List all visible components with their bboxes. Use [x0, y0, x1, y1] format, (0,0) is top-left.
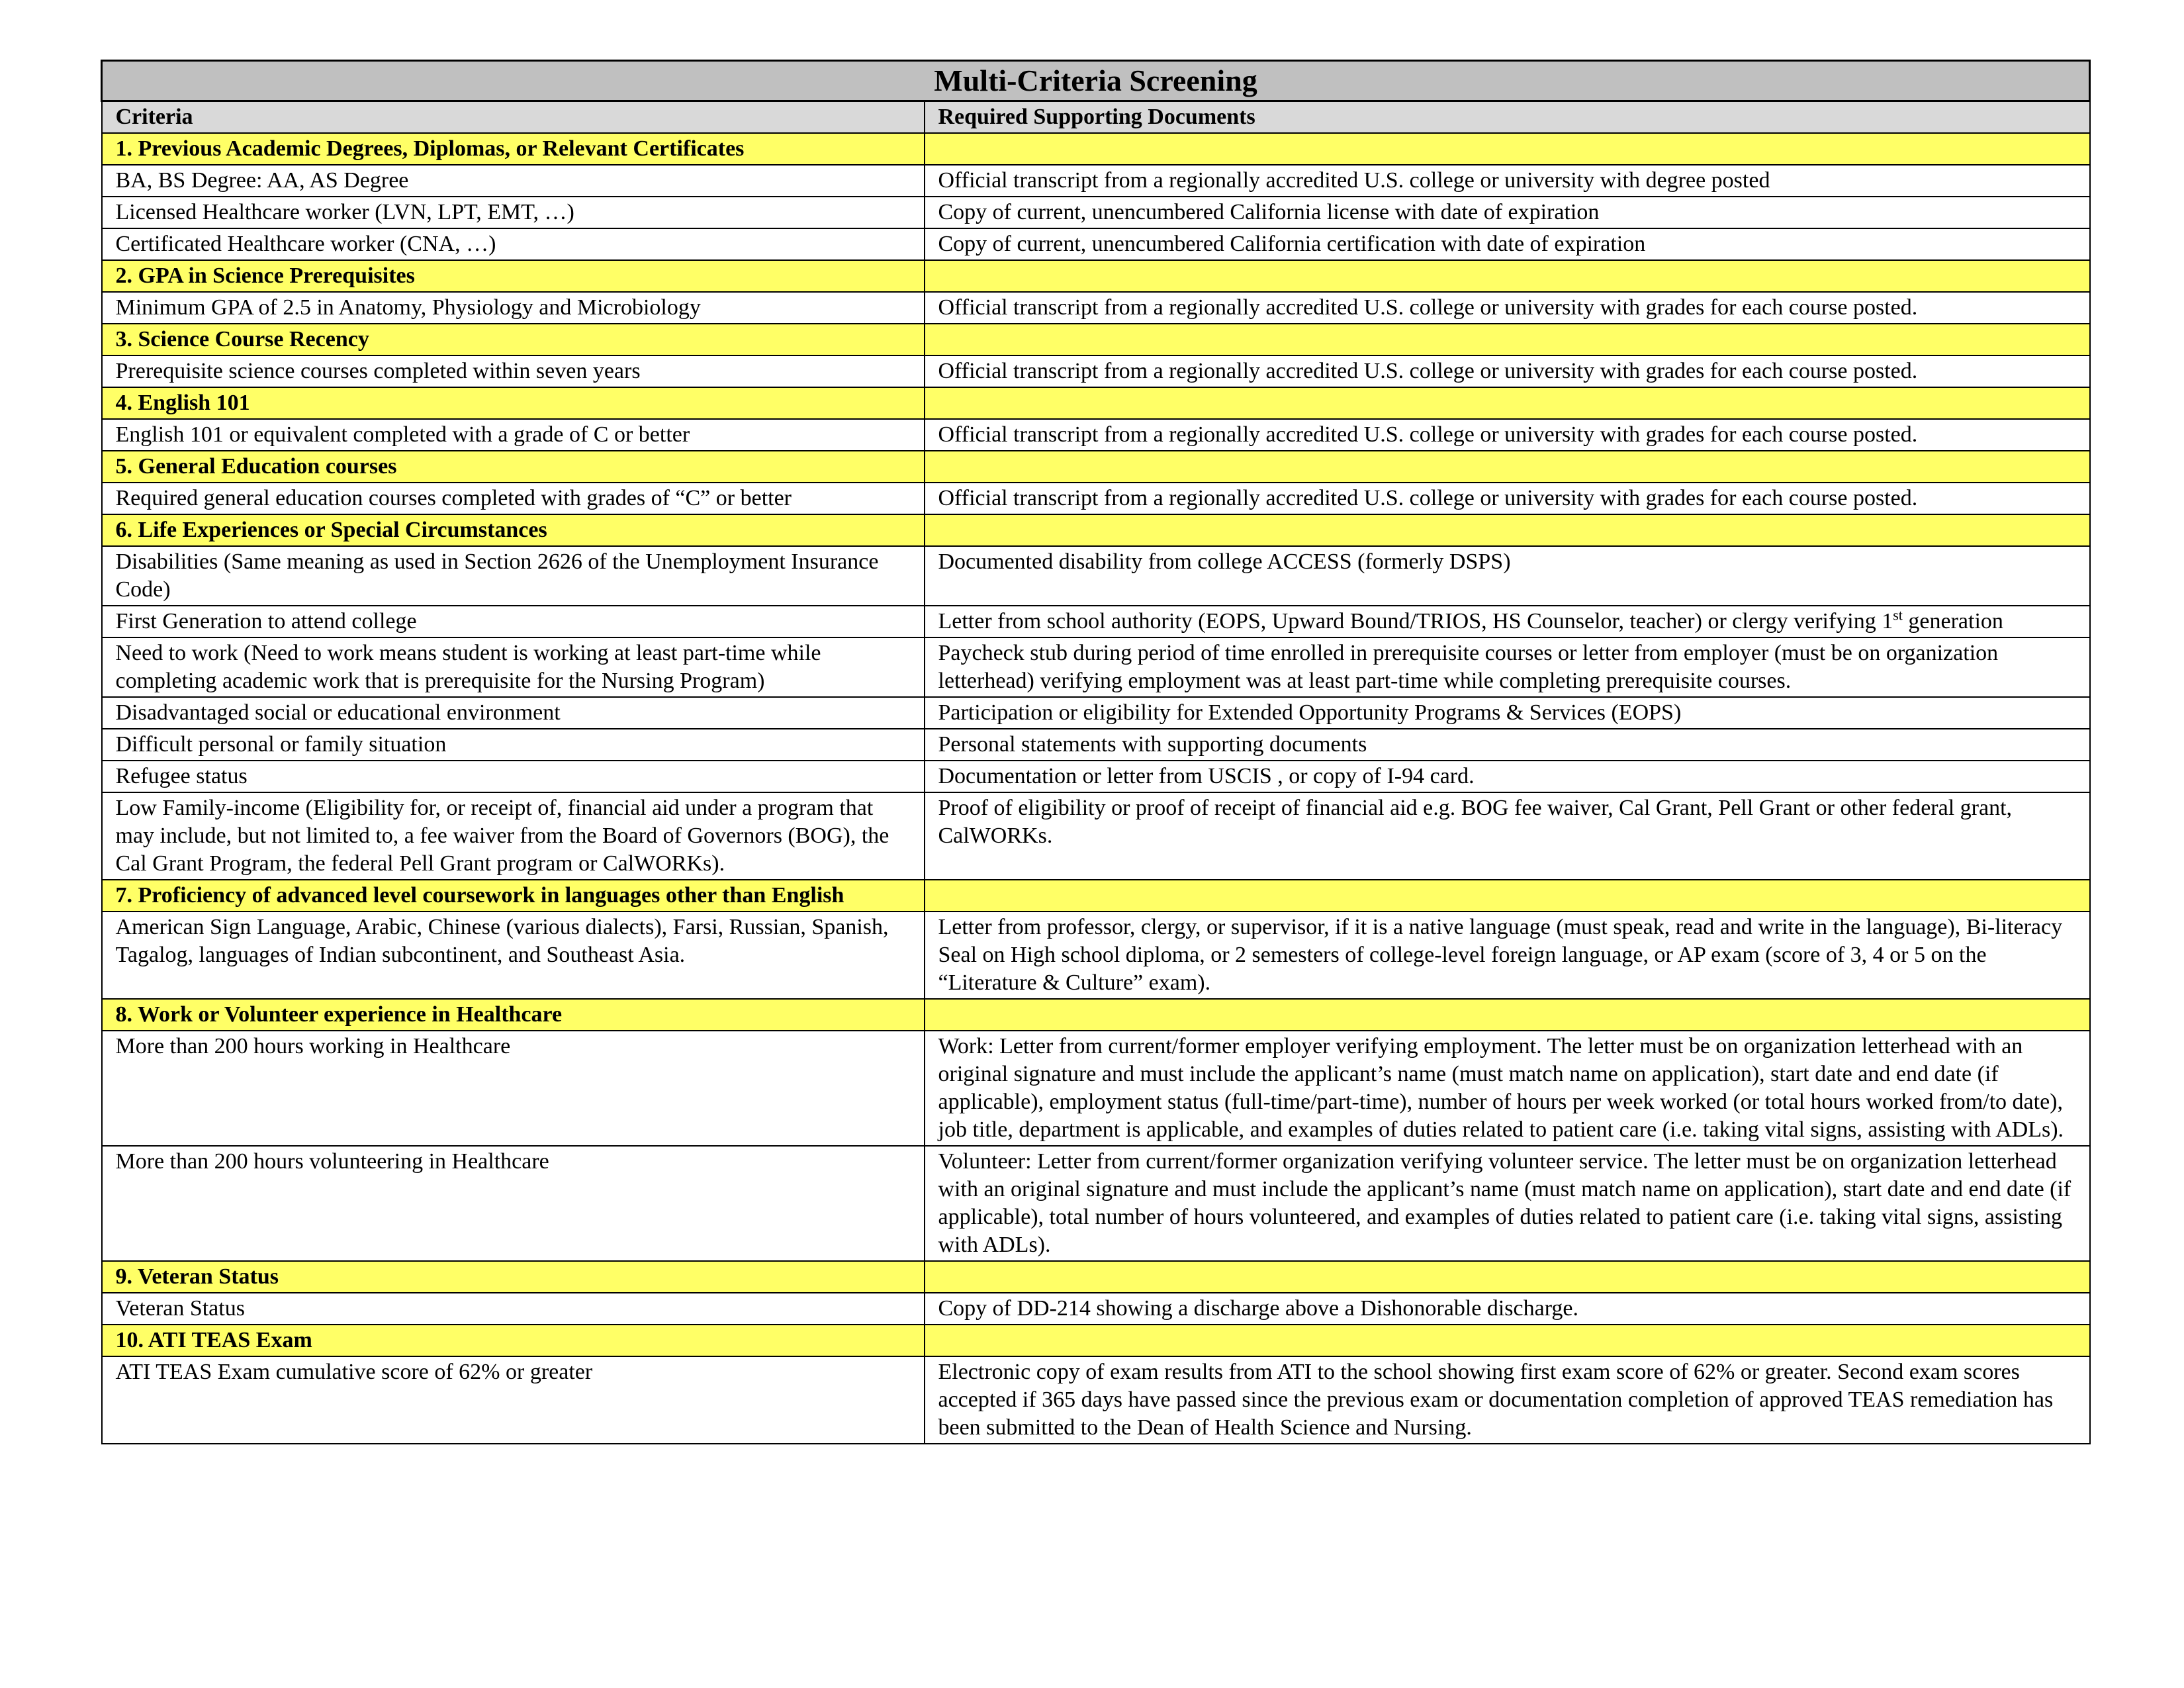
- criteria-cell: Required general education courses completed with grades of “C” or better: [102, 483, 925, 514]
- documents-text: Letter from school authority (EOPS, Upward Bound/TRIOS, HS Counselor, teacher) or clergy verifying 1: [938, 609, 1893, 633]
- column-header-criteria: Criteria: [102, 101, 925, 134]
- table-row: [102, 606, 2090, 637]
- criteria-cell: BA, BS Degree: AA, AS Degree: [102, 165, 925, 197]
- criteria-cell: English 101 or equivalent completed with a grade of C or better: [102, 419, 925, 451]
- section-documents-cell: [925, 1325, 2090, 1356]
- section-row: [102, 324, 2090, 355]
- section-row: [102, 387, 2090, 419]
- criteria-cell: First Generation to attend college: [102, 606, 925, 637]
- criteria-cell: Need to work (Need to work means student is working at least part-time while completing academic work that is prerequisite for the Nursing Program): [102, 637, 925, 697]
- documents-cell: Copy of DD-214 showing a discharge above a Dishonorable discharge.: [925, 1293, 2090, 1325]
- documents-cell: Official transcript from a regionally accredited U.S. college or university with grades for each course posted.: [925, 292, 2090, 324]
- documents-cell: Work: Letter from current/former employer verifying employment. The letter must be on organization letterhead with an original signature and must include the applicant’s name (must match name on application), start date and end date (if applicable), employment status (full-time/part-time), number of hours per week worked (or total hours worked from/to date), job title, department is applicable, and examples of duties related to patient care (i.e. taking vital signs, assisting with ADLs).: [925, 1031, 2090, 1146]
- documents-cell: Volunteer: Letter from current/former organization verifying volunteer service. The letter must be on organization letterhead with an original signature and must include the applicant’s name (must match name on application), start date and end date (if applicable), total number of hours volunteered, and examples of duties related to patient care (i.e. taking vital signs, assisting with ADLs).: [925, 1146, 2090, 1261]
- criteria-cell: Low Family-income (Eligibility for, or receipt of, financial aid under a program that may include, but not limited to, a fee waiver from the Board of Governors (BOG), the Cal Grant Program, the federal Pell Grant program or CalWORKs).: [102, 792, 925, 880]
- section-row: [102, 133, 2090, 165]
- table-row: [102, 228, 2090, 260]
- criteria-cell: Disadvantaged social or educational environment: [102, 697, 925, 729]
- documents-cell: Official transcript from a regionally accredited U.S. college or university with degree posted: [925, 165, 2090, 197]
- section-heading: 5. General Education courses: [102, 451, 925, 483]
- criteria-cell: Licensed Healthcare worker (LVN, LPT, EMT, …): [102, 197, 925, 228]
- section-documents-cell: [925, 1261, 2090, 1293]
- table-row: [102, 1356, 2090, 1444]
- table-row: [102, 1146, 2090, 1261]
- table-row: [102, 729, 2090, 761]
- criteria-cell: Disabilities (Same meaning as used in Section 2626 of the Unemployment Insurance Code): [102, 546, 925, 606]
- section-heading: 4. English 101: [102, 387, 925, 419]
- table-row: [102, 197, 2090, 228]
- documents-text-tail: generation: [1902, 609, 2003, 633]
- section-heading: 8. Work or Volunteer experience in Healthcare: [102, 999, 925, 1031]
- section-documents-cell: [925, 514, 2090, 546]
- section-heading: 6. Life Experiences or Special Circumstances: [102, 514, 925, 546]
- documents-cell: Letter from professor, clergy, or supervisor, if it is a native language (must speak, read and write in the language), Bi-literacy Seal on High school diploma, or 2 semesters of college-level foreign language, or AP exam (score of 3, 4 or 5 on the “Literature & Culture” exam).: [925, 912, 2090, 999]
- section-row: [102, 260, 2090, 292]
- section-row: [102, 1325, 2090, 1356]
- documents-cell: Copy of current, unencumbered California certification with date of expiration: [925, 228, 2090, 260]
- section-documents-cell: [925, 451, 2090, 483]
- documents-cell: Electronic copy of exam results from ATI to the school showing first exam score of 62% or greater. Second exam scores accepted if 365 days have passed since the previous exam or documentation completion of approved TEAS remediation has been submitted to the Dean of Health Science and Nursing.: [925, 1356, 2090, 1444]
- section-row: [102, 451, 2090, 483]
- criteria-cell: American Sign Language, Arabic, Chinese (various dialects), Farsi, Russian, Spanish, Tagalog, languages of Indian subcontinent, and Southeast Asia.: [102, 912, 925, 999]
- criteria-cell: More than 200 hours working in Healthcare: [102, 1031, 925, 1146]
- table-row: [102, 546, 2090, 606]
- table-row: [102, 792, 2090, 880]
- criteria-cell: More than 200 hours volunteering in Healthcare: [102, 1146, 925, 1261]
- table-row: [102, 483, 2090, 514]
- documents-cell: Paycheck stub during period of time enrolled in prerequisite courses or letter from employer (must be on organization letterhead) verifying employment was at least part-time while completing prerequisite courses.: [925, 637, 2090, 697]
- section-documents-cell: [925, 387, 2090, 419]
- section-row: [102, 999, 2090, 1031]
- table-row: [102, 912, 2090, 999]
- table-row: [102, 761, 2090, 792]
- section-heading: 7. Proficiency of advanced level coursework in languages other than English: [102, 880, 925, 912]
- criteria-cell: Refugee status: [102, 761, 925, 792]
- section-documents-cell: [925, 324, 2090, 355]
- section-row: [102, 1261, 2090, 1293]
- section-documents-cell: [925, 999, 2090, 1031]
- title-row: [102, 61, 2090, 101]
- table-row: [102, 292, 2090, 324]
- criteria-cell: Veteran Status: [102, 1293, 925, 1325]
- section-heading: 2. GPA in Science Prerequisites: [102, 260, 925, 292]
- documents-cell: Copy of current, unencumbered California license with date of expiration: [925, 197, 2090, 228]
- criteria-cell: ATI TEAS Exam cumulative score of 62% or greater: [102, 1356, 925, 1444]
- documents-cell: Official transcript from a regionally accredited U.S. college or university with grades for each course posted.: [925, 419, 2090, 451]
- table-row: [102, 355, 2090, 387]
- section-heading: 3. Science Course Recency: [102, 324, 925, 355]
- header-row: [102, 101, 2090, 134]
- ordinal-suffix: st: [1893, 606, 1903, 624]
- documents-cell: Documented disability from college ACCESS (formerly DSPS): [925, 546, 2090, 606]
- criteria-cell: Minimum GPA of 2.5 in Anatomy, Physiology and Microbiology: [102, 292, 925, 324]
- criteria-cell: Difficult personal or family situation: [102, 729, 925, 761]
- documents-cell: Official transcript from a regionally accredited U.S. college or university with grades for each course posted.: [925, 355, 2090, 387]
- criteria-table: [101, 60, 2091, 1444]
- criteria-cell: Prerequisite science courses completed within seven years: [102, 355, 925, 387]
- documents-cell: [925, 606, 2090, 637]
- section-documents-cell: [925, 260, 2090, 292]
- section-row: [102, 880, 2090, 912]
- section-documents-cell: [925, 133, 2090, 165]
- section-heading: 10. ATI TEAS Exam: [102, 1325, 925, 1356]
- table-body: [102, 133, 2090, 1444]
- documents-cell: Proof of eligibility or proof of receipt of financial aid e.g. BOG fee waiver, Cal Grant, Pell Grant or other federal grant, CalWORKs.: [925, 792, 2090, 880]
- table-row: [102, 1031, 2090, 1146]
- table-row: [102, 165, 2090, 197]
- documents-cell: Participation or eligibility for Extended Opportunity Programs & Services (EOPS): [925, 697, 2090, 729]
- section-heading: 1. Previous Academic Degrees, Diplomas, or Relevant Certificates: [102, 133, 925, 165]
- documents-cell: Personal statements with supporting documents: [925, 729, 2090, 761]
- column-header-documents: Required Supporting Documents: [925, 101, 2090, 134]
- table-row: [102, 419, 2090, 451]
- table-row: [102, 1293, 2090, 1325]
- page-title: Multi-Criteria Screening: [102, 61, 2090, 101]
- criteria-cell: Certificated Healthcare worker (CNA, …): [102, 228, 925, 260]
- table-row: [102, 697, 2090, 729]
- table-row: [102, 637, 2090, 697]
- documents-cell: Documentation or letter from USCIS , or copy of I-94 card.: [925, 761, 2090, 792]
- section-documents-cell: [925, 880, 2090, 912]
- documents-cell: Official transcript from a regionally accredited U.S. college or university with grades for each course posted.: [925, 483, 2090, 514]
- section-row: [102, 514, 2090, 546]
- section-heading: 9. Veteran Status: [102, 1261, 925, 1293]
